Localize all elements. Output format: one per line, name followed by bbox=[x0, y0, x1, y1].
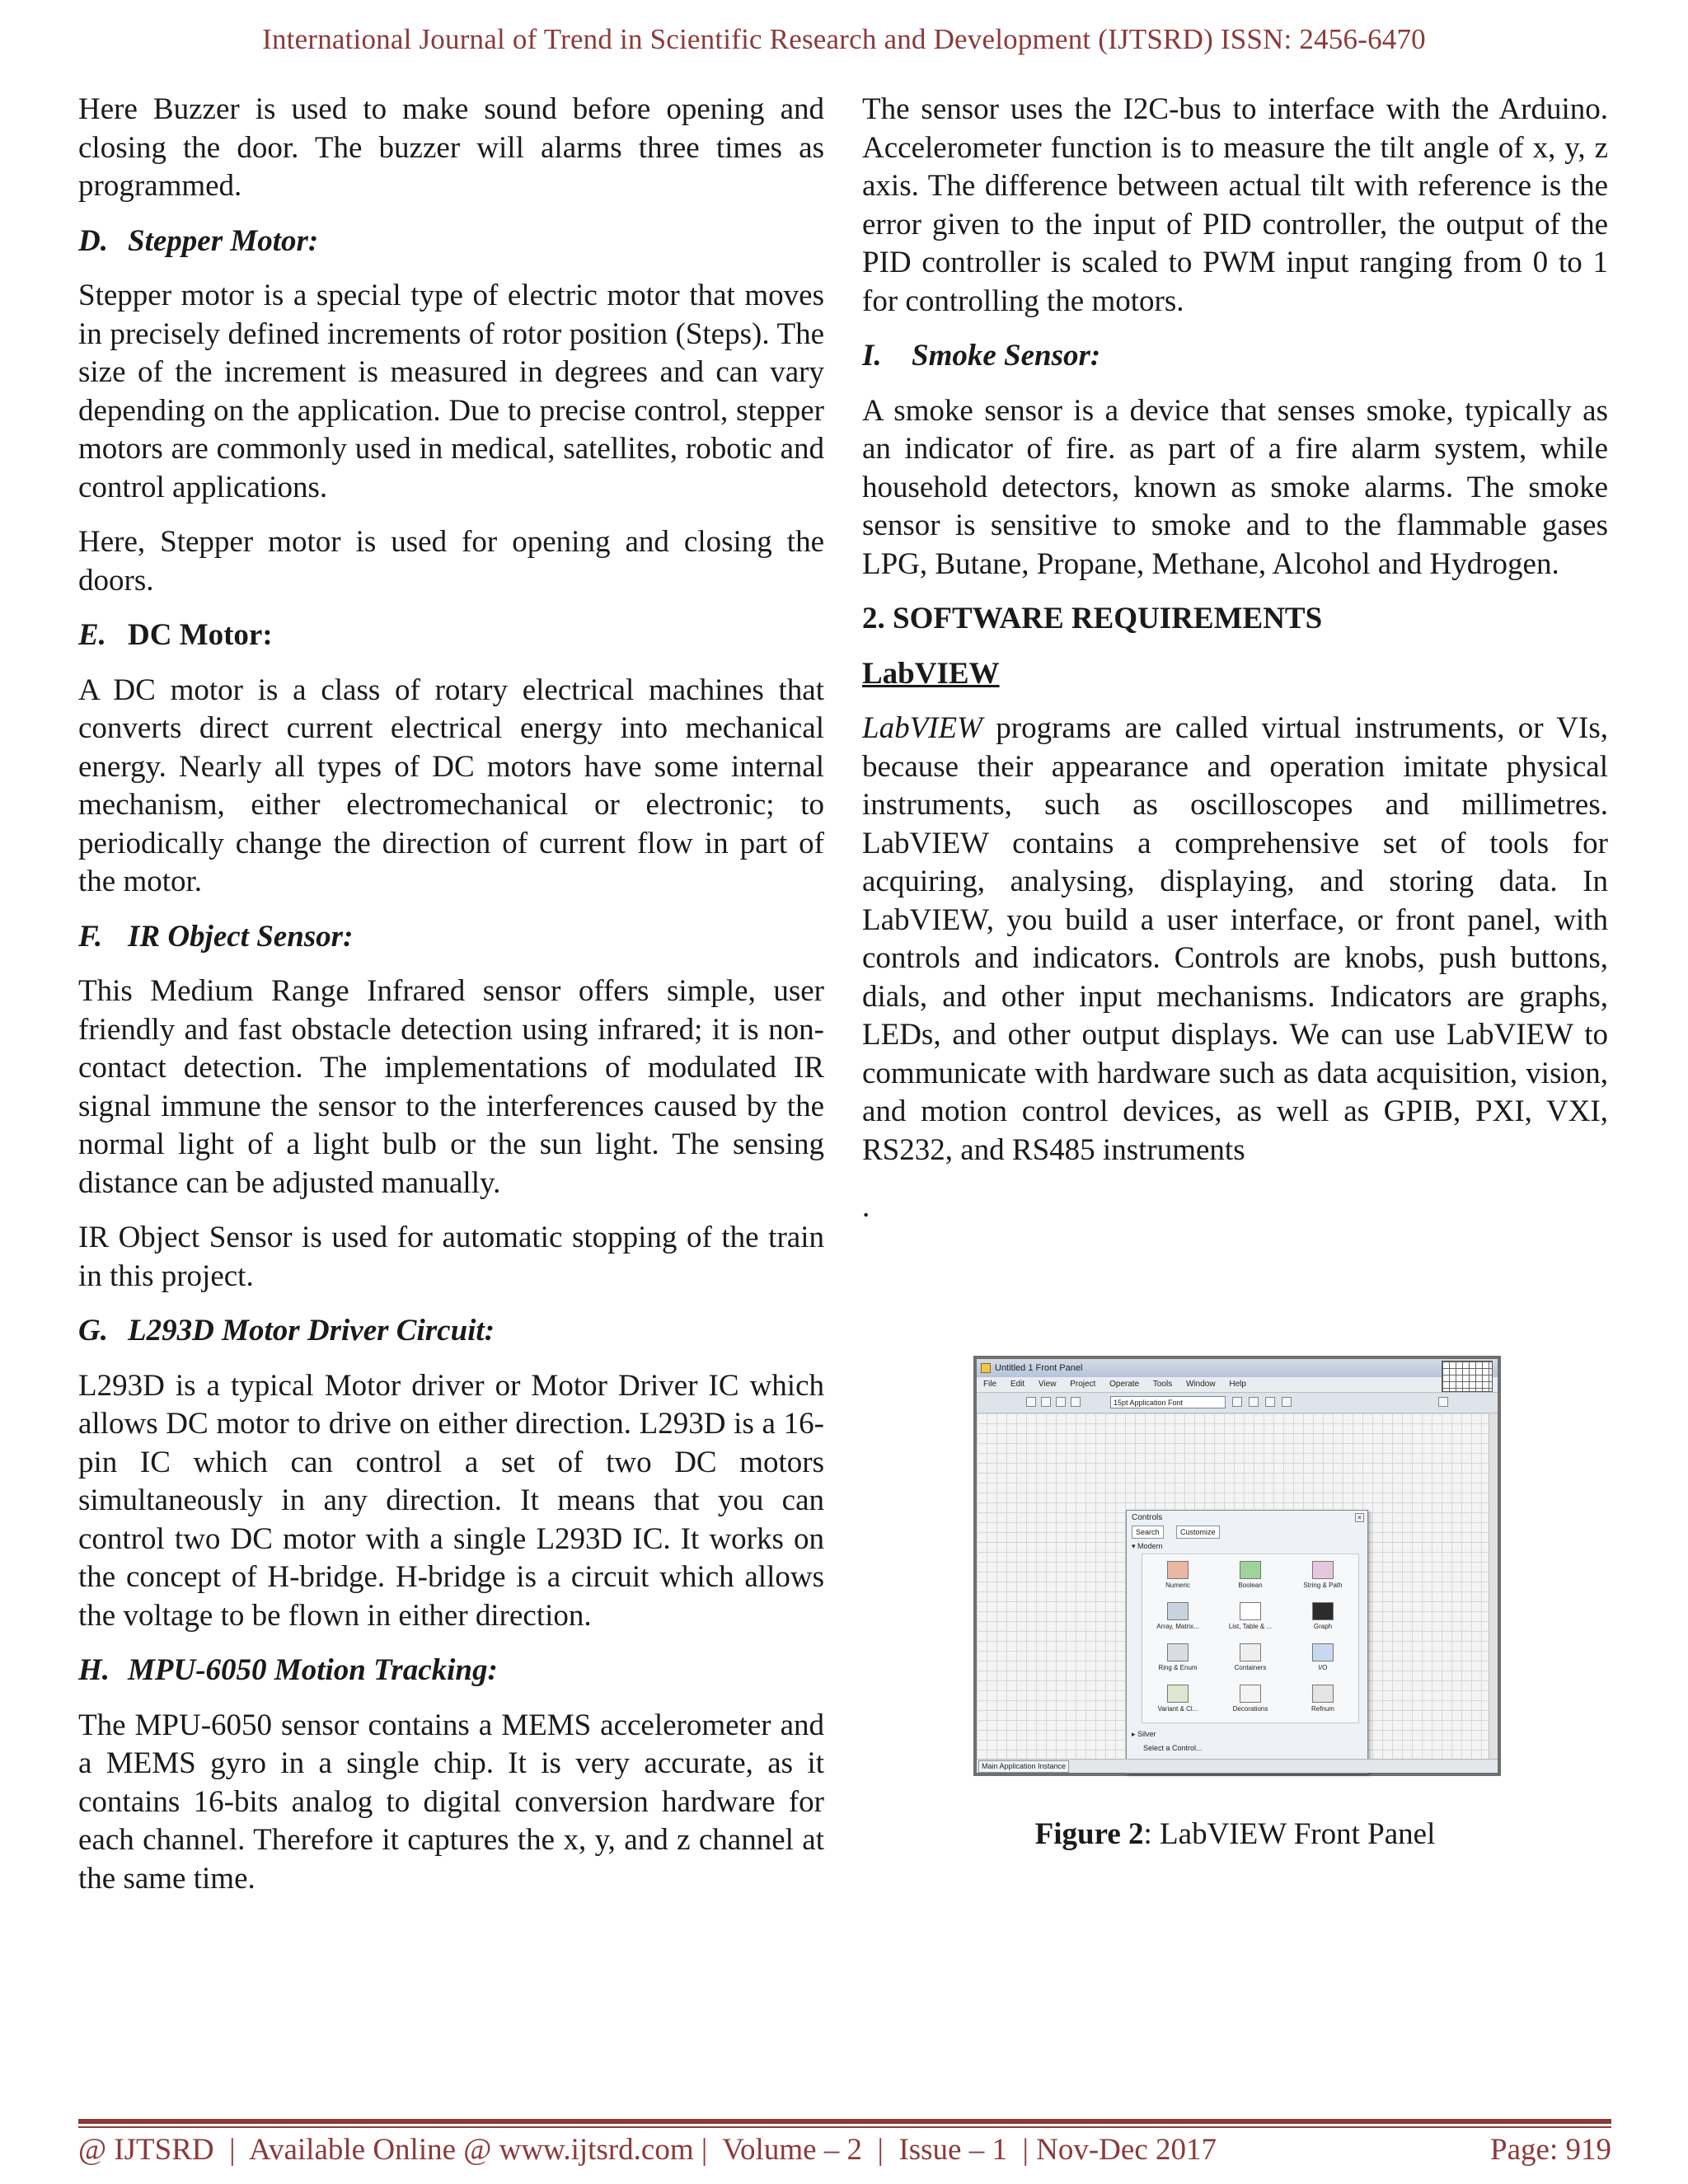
table-icon bbox=[1240, 1602, 1261, 1620]
palette-item-io[interactable] bbox=[1287, 1643, 1358, 1671]
variant-icon bbox=[1167, 1685, 1189, 1703]
page-footer bbox=[78, 2131, 1611, 2169]
vertical-scrollbar[interactable] bbox=[1489, 1413, 1498, 1760]
paragraph-smoke: A smoke sensor is a device that senses smoke, typically as an indicator of fire. as part of a fire alarm system, while household detectors, known as smoke alarms. The smoke sensor is sensitive to smoke and to the flammable gases LPG, Butane, Propane, Methane, Alcohol and Hydrogen. bbox=[862, 393, 1608, 581]
heading-smoke-sensor bbox=[862, 337, 1608, 376]
heading-number: G. bbox=[78, 1314, 108, 1347]
paragraph-stepper-2: Here, Stepper motor is used for opening and closing the doors. bbox=[78, 525, 824, 598]
paragraph-labview bbox=[862, 710, 1608, 1169]
heading-text: DC Motor: bbox=[128, 618, 273, 652]
stray-dot: . bbox=[862, 1190, 870, 1224]
palette-item-label: Decorations bbox=[1232, 1705, 1268, 1713]
menu-bar bbox=[977, 1377, 1498, 1392]
modern-label: Modern bbox=[1137, 1542, 1163, 1550]
window-title: Untitled 1 Front Panel bbox=[995, 1363, 1083, 1373]
search-icon[interactable] bbox=[1438, 1397, 1448, 1407]
labview-text: programs are called virtual instruments, or VIs, because their appearance and operation imitate physical instruments, such as oscilloscopes and millimetres. LabVIEW contains a comprehensive set of tools for acquiring, analysing, displaying, and storing data. In LabVIEW, you build a user interface, or front panel, with controls and indicators. Controls are knobs, push buttons, dials, and other input mechanisms. Indicators are graphs, LEDs, and other output displays. We can use LabVIEW to communicate with hardware such as data acquisition, vision, and motion control devices, as well as GPIB, PXI, VXI, RS232, and RS485 instruments bbox=[862, 711, 1608, 1167]
heading-number: I. bbox=[862, 339, 882, 373]
heading-text: Stepper Motor: bbox=[128, 223, 319, 258]
menu-window[interactable]: Window bbox=[1186, 1380, 1216, 1389]
run-continuous-icon[interactable] bbox=[1041, 1397, 1051, 1407]
menu-edit[interactable]: Edit bbox=[1010, 1380, 1025, 1389]
application-instance: Main Application Instance bbox=[978, 1760, 1069, 1773]
heading-stepper-motor bbox=[78, 223, 824, 261]
resize-icon[interactable] bbox=[1265, 1397, 1275, 1407]
figure-labview-screenshot bbox=[973, 1356, 1501, 1776]
context-help-grid-icon[interactable] bbox=[1442, 1361, 1493, 1392]
status-bar bbox=[977, 1759, 1498, 1773]
palette-item-label: Boolean bbox=[1238, 1582, 1263, 1589]
palette-item-list-table[interactable] bbox=[1215, 1602, 1286, 1630]
labview-italic: LabVIEW bbox=[862, 711, 982, 745]
palette-item-boolean[interactable] bbox=[1215, 1561, 1286, 1589]
close-icon[interactable]: × bbox=[1355, 1513, 1364, 1522]
run-arrow-icon[interactable] bbox=[1026, 1397, 1036, 1407]
heading-number: F. bbox=[78, 919, 103, 954]
palette-item-label: Ring & Enum bbox=[1158, 1664, 1198, 1671]
paragraph-stepper-1: Stepper motor is a special type of electric motor that moves in precisely defined increments of rotor position (Steps). The size of the increment is measured in degrees and can vary depending on the application. Due to precise control, stepper motors are commonly used in medical, satellites, robotic and control applications. bbox=[78, 279, 824, 504]
heading-text: L293D Motor Driver Circuit: bbox=[128, 1314, 495, 1347]
refnum-icon bbox=[1312, 1685, 1334, 1703]
palette-item-array[interactable] bbox=[1142, 1602, 1213, 1630]
controls-palette[interactable] bbox=[1126, 1510, 1368, 1774]
heading-text: IR Object Sensor: bbox=[128, 919, 354, 954]
palette-item-label: List, Table & ... bbox=[1228, 1623, 1273, 1630]
section-heading-software: 2. SOFTWARE REQUIREMENTS bbox=[862, 602, 1323, 635]
left-column bbox=[78, 91, 824, 1915]
array-icon bbox=[1167, 1602, 1189, 1620]
palette-customize-button[interactable]: Customize bbox=[1176, 1526, 1220, 1539]
abort-icon[interactable] bbox=[1056, 1397, 1066, 1407]
palette-item-label: Array, Matrix... bbox=[1156, 1623, 1199, 1630]
palette-item-label: I/O bbox=[1318, 1664, 1328, 1671]
palette-title: Controls bbox=[1132, 1513, 1163, 1522]
paragraph-l293d: L293D is a typical Motor driver or Motor Driver IC which allows DC motor to drive on either direction. L293D is a 16-pin IC which can control a set of two DC motors simultaneously in any direction. It means that you can control two DC motor with a single L293D IC. It works on the concept of H-bridge. H-bridge is a circuit which allows the voltage to be flown in either direction. bbox=[78, 1368, 824, 1633]
window-titlebar bbox=[977, 1359, 1498, 1377]
decorations-icon bbox=[1240, 1685, 1261, 1703]
palette-item-containers[interactable] bbox=[1215, 1643, 1286, 1671]
heading-dc-motor bbox=[78, 616, 824, 655]
figure-caption bbox=[862, 1816, 1608, 1854]
palette-select-control[interactable]: Select a Control... bbox=[1143, 1744, 1203, 1752]
subheading-labview: LabVIEW bbox=[862, 656, 1000, 691]
heading-l293d bbox=[78, 1312, 824, 1351]
footer-publication-info: @ IJTSRD | Available Online @ www.ijtsrd.com | Volume – 2 | Issue – 1 | Nov-Dec 2017 bbox=[78, 2133, 1217, 2167]
toolbar bbox=[977, 1392, 1498, 1413]
footer-page-number: Page: 919 bbox=[1490, 2133, 1611, 2167]
ring-icon bbox=[1167, 1643, 1189, 1661]
palette-item-string-path[interactable] bbox=[1287, 1561, 1358, 1589]
palette-item-refnum[interactable] bbox=[1287, 1685, 1358, 1713]
reorder-icon[interactable] bbox=[1282, 1397, 1292, 1407]
align-icon[interactable] bbox=[1232, 1397, 1242, 1407]
front-panel-canvas[interactable] bbox=[977, 1413, 1489, 1760]
string-icon bbox=[1312, 1561, 1334, 1579]
paragraph-ir-1: This Medium Range Infrared sensor offers simple, user friendly and fast obstacle detection using infrared; it is non-contact detection. The implementations of modulated IR signal immune the sensor to the interferences caused by the normal light of a light bulb or the sun light. The sensing distance can be adjusted manually. bbox=[78, 974, 824, 1200]
palette-search-button[interactable]: Search bbox=[1132, 1526, 1164, 1539]
heading-number: E. bbox=[78, 618, 106, 652]
palette-modern-category[interactable]: ▾ Modern bbox=[1132, 1542, 1163, 1550]
pause-icon[interactable] bbox=[1071, 1397, 1081, 1407]
caption-text: : LabVIEW Front Panel bbox=[1143, 1817, 1436, 1851]
heading-text: MPU-6050 Motion Tracking: bbox=[128, 1653, 498, 1687]
heading-text: Smoke Sensor: bbox=[912, 339, 1101, 373]
paragraph-dc-motor: A DC motor is a class of rotary electrical machines that converts direct current electrical energy into mechanical energy. Nearly all types of DC motors have some internal mechanism, either electromechanical or electronic; to periodically change the direction of current flow in part of the motor. bbox=[78, 673, 824, 898]
palette-item-label: Graph bbox=[1313, 1623, 1333, 1630]
palette-modern-grid bbox=[1142, 1554, 1359, 1723]
palette-item-label: Containers bbox=[1234, 1664, 1267, 1671]
palette-item-label: Numeric bbox=[1165, 1582, 1190, 1589]
menu-file[interactable]: File bbox=[983, 1380, 997, 1389]
menu-operate[interactable]: Operate bbox=[1109, 1380, 1140, 1389]
containers-icon bbox=[1240, 1643, 1261, 1661]
palette-item-ring-enum[interactable] bbox=[1142, 1643, 1213, 1671]
paragraph-mpu-continued: The sensor uses the I2C-bus to interface with the Arduino. Accelerometer function is to measure the tilt angle of x, y, z axis. The difference between actual tilt with reference is the error given to the input of PID controller, the output of the PID controller is scaled to PWM input ranging from 0 to 1 for controlling the motors. bbox=[862, 92, 1608, 318]
io-icon bbox=[1312, 1643, 1334, 1661]
palette-item-label: String & Path bbox=[1303, 1582, 1343, 1589]
heading-number: H. bbox=[78, 1653, 110, 1687]
distribute-icon[interactable] bbox=[1249, 1397, 1259, 1407]
graph-icon bbox=[1312, 1602, 1334, 1620]
font-selector[interactable]: 15pt Application Font bbox=[1110, 1396, 1226, 1408]
palette-item-numeric[interactable] bbox=[1142, 1561, 1213, 1589]
silver-label: Silver bbox=[1137, 1730, 1156, 1738]
menu-help[interactable]: Help bbox=[1229, 1380, 1246, 1389]
footer-rule-thin bbox=[78, 2126, 1611, 2128]
footer-rule bbox=[78, 2119, 1611, 2124]
paragraph-mpu6050: The MPU-6050 sensor contains a MEMS accelerometer and a MEMS gyro in a single chip. It is very accurate, as it contains 16-bits analog to digital conversion hardware for each channel. Therefore it captures the x, y, and z channel at the same time. bbox=[78, 1708, 824, 1896]
palette-item-label: Variant & Cl... bbox=[1157, 1705, 1198, 1713]
caption-label: Figure 2 bbox=[1034, 1817, 1144, 1851]
menu-view[interactable]: View bbox=[1038, 1380, 1057, 1389]
palette-item-variant-class[interactable] bbox=[1142, 1685, 1213, 1713]
paragraph-buzzer: Here Buzzer is used to make sound before opening and closing the door. The buzzer will alarms three times as programmed. bbox=[78, 92, 824, 203]
heading-mpu6050 bbox=[78, 1652, 824, 1690]
palette-silver-category[interactable]: ▸ Silver bbox=[1132, 1730, 1156, 1738]
menu-tools[interactable]: Tools bbox=[1152, 1380, 1173, 1389]
heading-number: D. bbox=[78, 223, 108, 258]
palette-item-decorations[interactable] bbox=[1215, 1685, 1286, 1713]
menu-project[interactable]: Project bbox=[1070, 1380, 1096, 1389]
journal-header: International Journal of Trend in Scientific Research and Development (IJTSRD) ISSN: 2456-6470 bbox=[262, 23, 1426, 55]
palette-item-graph[interactable] bbox=[1287, 1602, 1358, 1630]
right-column bbox=[862, 91, 1608, 1224]
numeric-icon bbox=[1167, 1561, 1189, 1579]
palette-item-label: Refnum bbox=[1311, 1705, 1334, 1713]
vi-icon bbox=[981, 1363, 991, 1373]
front-panel-window bbox=[977, 1359, 1498, 1773]
boolean-icon bbox=[1240, 1561, 1261, 1579]
heading-ir-sensor bbox=[78, 918, 824, 957]
paragraph-ir-2: IR Object Sensor is used for automatic stopping of the train in this project. bbox=[78, 1221, 824, 1293]
